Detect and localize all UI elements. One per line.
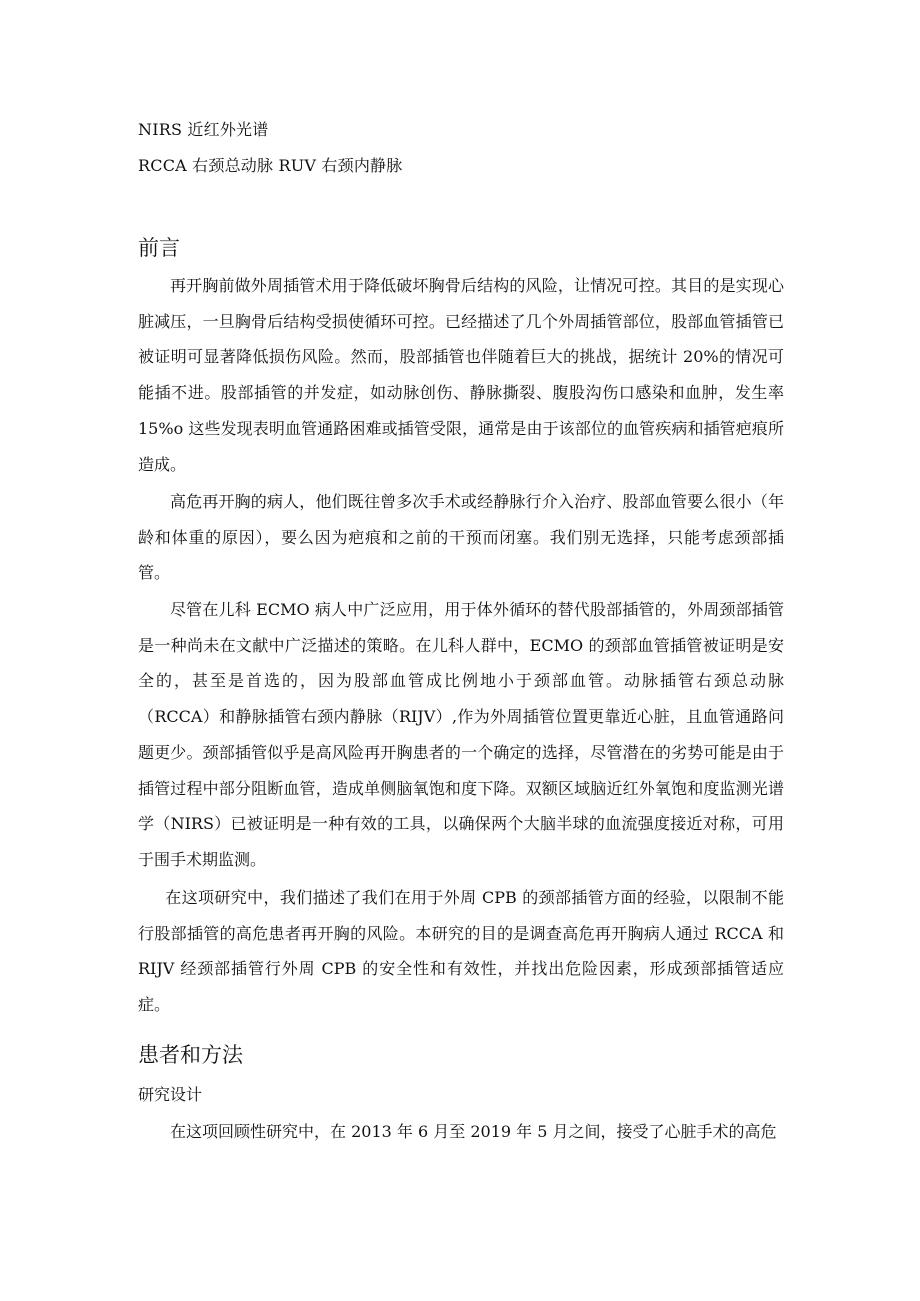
paragraph: 在这项回顾性研究中，在 2013 年 6 月至 2019 年 5 月之间，接受了心脏手术的高危 [170,1122,777,1141]
subsection-heading-study-design: 研究设计 [138,1085,203,1104]
abbreviation-line: RCCA 右颈总动脉 RUV 右颈内静脉 [138,156,403,175]
section-heading-preface: 前言 [138,236,180,260]
abbreviation-line: NIRS 近红外光谱 [138,120,269,139]
paragraph: 尽管在儿科 ECMO 病人中广泛应用，用于体外循环的替代股部插管的，外周颈部插管是一种尚未在文献中广泛描述的策略。在儿科人群中，ECMO 的颈部血管插管被证明是安全的，甚至是首选的，因为股部血管成比例地小于颈部血管。动脉插管右颈总动脉（RCCA）和静脉插管右颈内静脉（RIJV）,作为外周插管位置更靠近心脏，且血管通路问题更少。颈部插管似乎是高风险再开胸患者的一个确定的选择，尽管潜在的劣势可能是由于插管过程中部分阻断血管，造成单侧脑氧饱和度下降。双额区域脑近红外氧饱和度监测光谱学（NIRS）已被证明是一种有效的工具，以确保两个大脑半球的血流强度接近对称，可用于围手术期监测。 [138,600,784,869]
paragraph: 再开胸前做外周插管术用于降低破坏胸骨后结构的风险，让情况可控。其目的是实现心脏减压，一旦胸骨后结构受损使循环可控。已经描述了几个外周插管部位，股部血管插管已被证明可显著降低损伤风险。然而，股部插管也伴随着巨大的挑战，据统计 20%的情况可能插不进。股部插管的并发症，如动脉创伤、静脉撕裂、腹股沟伤口感染和血肿，发生率 15%o 这些发现表明血管通路困难或插管受限，通常是由于该部位的血管疾病和插管疤痕所造成。 [138,276,784,474]
section-heading-methods: 患者和方法 [138,1043,243,1067]
paragraph: 在这项研究中，我们描述了我们在用于外周 CPB 的颈部插管方面的经验，以限制不能行股部插管的高危患者再开胸的风险。本研究的目的是调查高危再开胸病人通过 RCCA 和 RIJV 经颈部插管行外周 CPB 的安全性和有效性，并找出危险因素，形成颈部插管适应症。 [138,888,784,1015]
paragraph: 高危再开胸的病人，他们既往曾多次手术或经静脉行介入治疗、股部血管要么很小（年龄和体重的原因），要么因为疤痕和之前的干预而闭塞。我们别无选择，只能考虑颈部插管。 [138,492,784,583]
